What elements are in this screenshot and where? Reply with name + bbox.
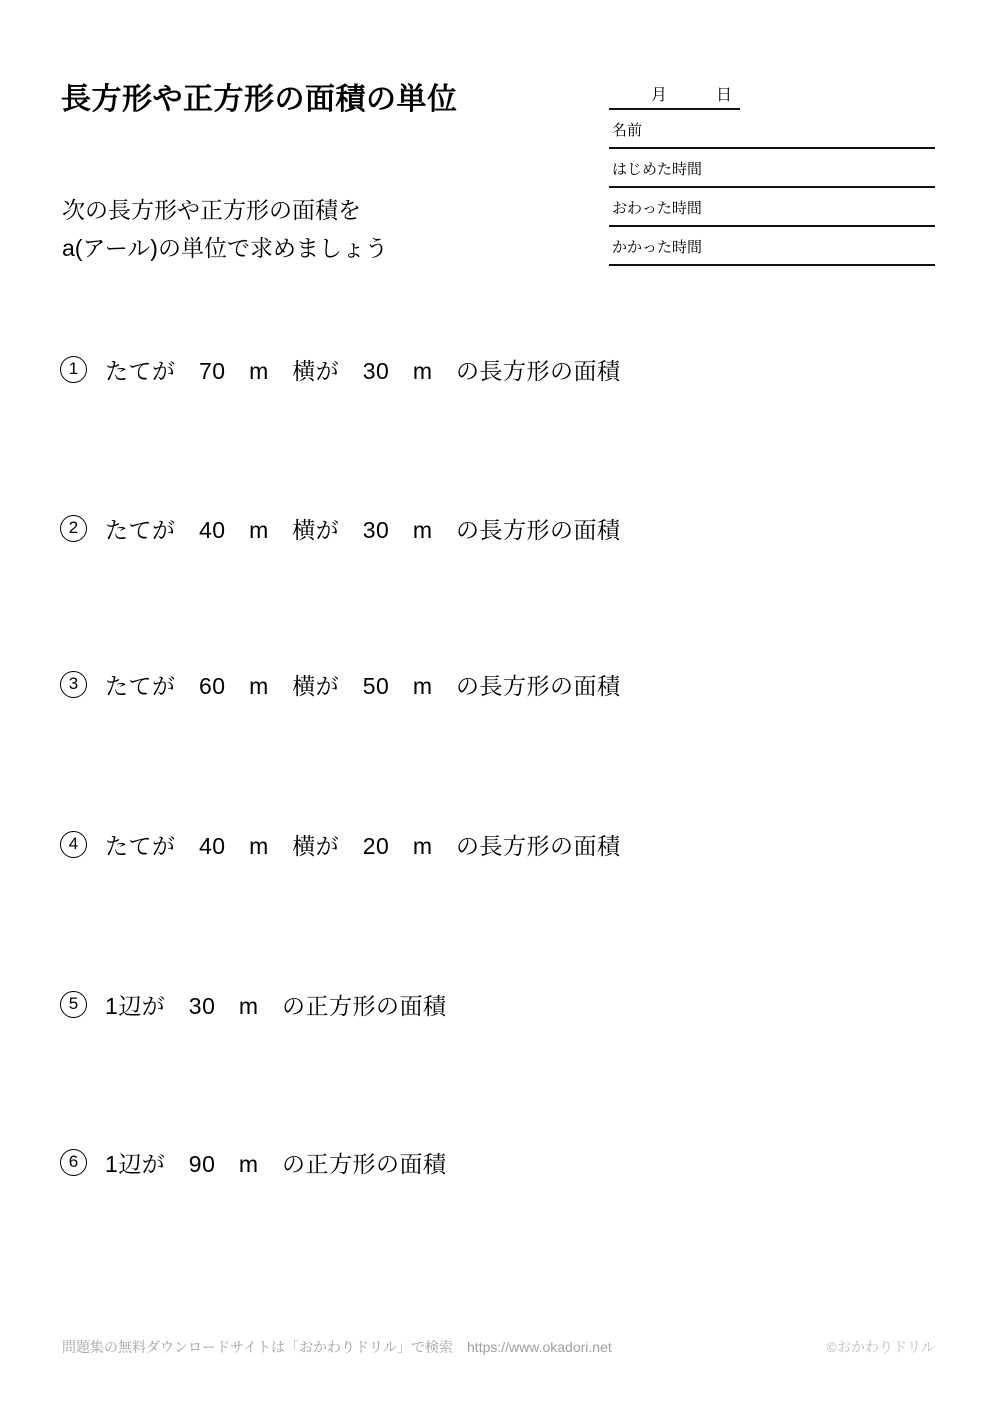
problem-5-number-badge — [60, 991, 87, 1018]
instruction-line-2: a(アール)の単位で求めましょう — [62, 235, 388, 261]
problem-row-3 — [60, 667, 620, 701]
problem-5-text: 1辺が 30 m の正方形の面積 — [105, 992, 447, 1019]
elapsed-time-field-row — [609, 227, 935, 266]
problem-row-1 — [60, 352, 620, 386]
problem-2-number: 2 — [68, 518, 79, 537]
problem-row-4 — [60, 827, 620, 861]
header-form — [609, 80, 935, 266]
name-field-row — [609, 110, 935, 149]
problem-3-number-badge — [60, 671, 87, 698]
instruction — [62, 191, 388, 267]
elapsed-time-field-label: かかった時間 — [612, 239, 703, 256]
start-time-field-row — [609, 149, 935, 188]
problem-row-2 — [60, 511, 620, 545]
end-time-field-label: おわった時間 — [612, 200, 702, 217]
instruction-line-1: 次の長方形や正方形の面積を — [62, 197, 361, 223]
problem-6-text: 1辺が 90 m の正方形の面積 — [105, 1150, 447, 1177]
problem-1-text: たてが 70 m 横が 30 m の長方形の面積 — [105, 357, 621, 384]
problem-4-text: たてが 40 m 横が 20 m の長方形の面積 — [105, 832, 621, 859]
month-label: 月 — [651, 86, 668, 104]
problem-4-number-badge — [60, 831, 87, 858]
footer-copyright: ©おかわりドリル — [826, 1339, 935, 1355]
start-time-field-label: はじめた時間 — [612, 161, 703, 178]
footer-site-note: 問題集の無料ダウンロードサイトは「おかわりドリル」で検索 https://www.okadori.net — [62, 1339, 612, 1355]
problem-2-number-badge — [60, 515, 87, 542]
end-time-field-row — [609, 188, 935, 227]
problem-6-number-badge — [60, 1149, 87, 1176]
problem-row-6 — [60, 1145, 447, 1179]
problem-2-text: たてが 40 m 横が 30 m の長方形の面積 — [105, 516, 621, 543]
problem-3-number: 3 — [68, 674, 79, 693]
problem-5-number: 5 — [68, 994, 79, 1013]
problem-1-number: 1 — [68, 359, 79, 378]
page-title: 長方形や正方形の面積の単位 — [61, 83, 458, 116]
problem-6-number: 6 — [68, 1152, 79, 1171]
day-label: 日 — [715, 86, 732, 104]
name-field-label: 名前 — [612, 122, 643, 139]
problem-3-text: たてが 60 m 横が 50 m の長方形の面積 — [105, 672, 621, 699]
problem-row-5 — [60, 987, 447, 1021]
problem-1-number-badge — [60, 356, 87, 383]
problem-4-number: 4 — [68, 834, 79, 853]
date-row — [609, 80, 740, 110]
